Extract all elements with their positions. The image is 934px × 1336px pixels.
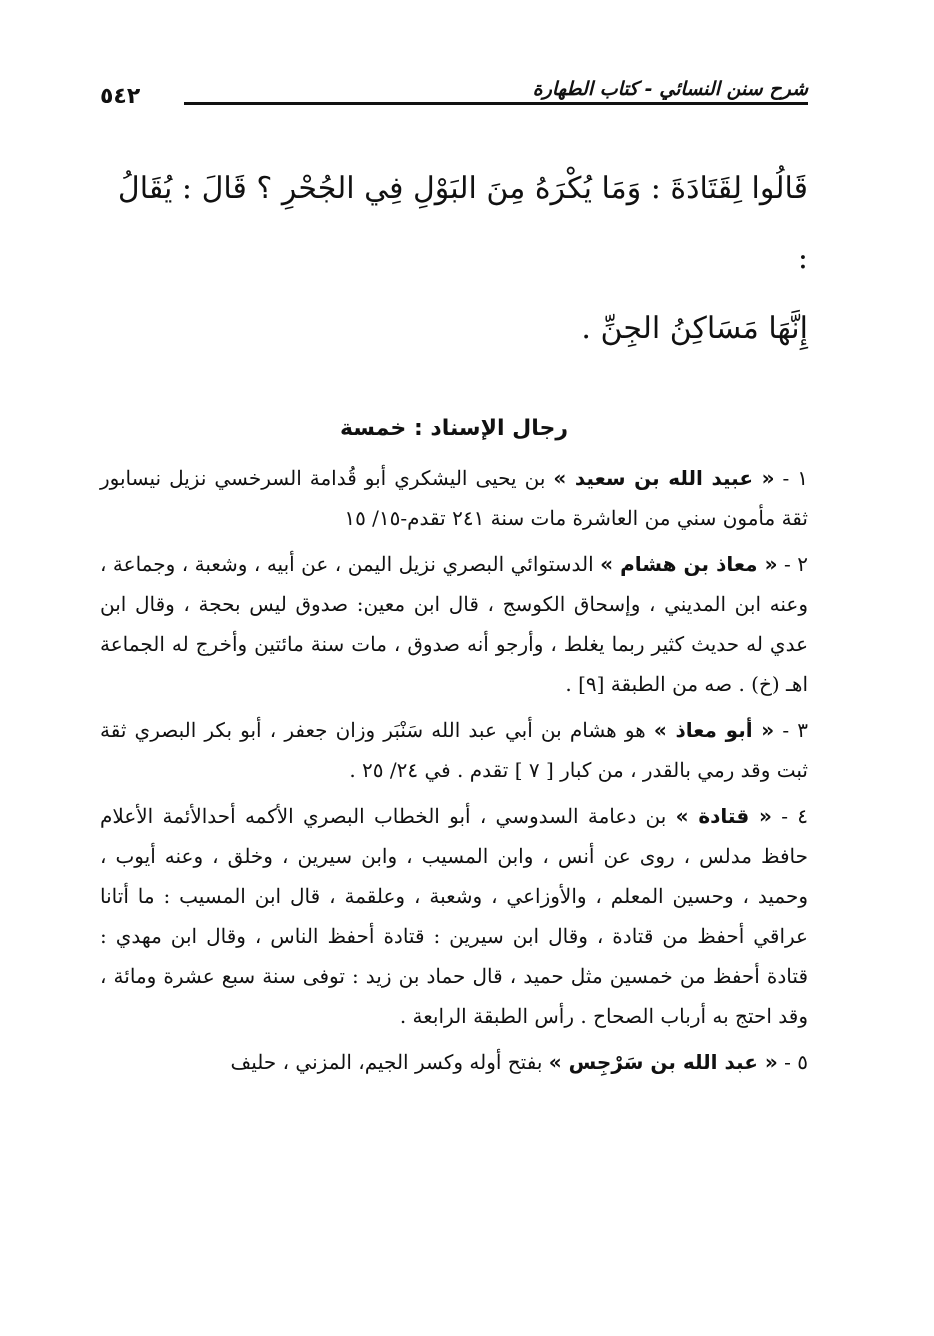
hadith-quote [100, 154, 808, 364]
narrator-entry-5 [100, 1042, 808, 1082]
entry-number: ١ - [774, 466, 808, 490]
entry-number: ٣ - [774, 718, 808, 742]
narrator-entry-3 [100, 710, 808, 790]
entry-number: ٤ - [771, 804, 809, 828]
narrator-entry-2 [100, 544, 808, 704]
narrator-name: « عبد الله بن سَرْجِس » [548, 1050, 778, 1074]
narrator-entry-4 [100, 796, 808, 1036]
entry-text: بن يحيى اليشكري أبو قُدامة السرخسي نزيل نيسابور ثقة مأمون سني من العاشرة مات سنة ٢٤١ تقدم-١٥/ ١٥ [100, 466, 808, 530]
narrator-list [100, 458, 808, 1082]
running-title: شرح سنن النسائي - كتاب الطهارة [532, 78, 808, 100]
narrator-name: « أبو معاذ » [653, 718, 775, 742]
book-page [100, 70, 808, 1270]
entry-number: ٢ - [777, 552, 808, 576]
entry-text: هو هشام بن أبي عبد الله سَنْبَر وزان جعفر ، أبو بكر البصري ثقة ثبت وقد رمي بالقدر ، من كبار [ ٧ ] تقدم . في ٢٤/ ٢٥ . [100, 718, 808, 782]
narrator-name: « قتادة » [675, 804, 772, 828]
running-header [100, 70, 808, 114]
page-number: ٥٤٢ [100, 84, 141, 109]
entry-text: الدستوائي البصري نزيل اليمن ، عن أبيه ، وشعبة ، وجماعة ، وعنه ابن المديني ، وإسحاق الكوسج ، قال ابن معين: صدوق ليس بحجة ، وقال ابن عدي له حديث كثير ربما يغلط ، وأرجو أنه صدوق ، مات سنة مائتين وأخرج له الجماعة اهـ (خ) . صه من الطبقة [٩] . [100, 552, 808, 696]
header-rule [184, 102, 808, 105]
entry-text: بفتح أوله وكسر الجيم، المزني ، حليف [230, 1050, 549, 1074]
narrator-name: « عبيد الله بن سعيد » [553, 466, 775, 490]
quote-line: قَالُوا لِقَتَادَةَ : وَمَا يُكْرَهُ مِنَ البَوْلِ فِي الجُحْرِ ؟ قَالَ : يُقَالُ : [117, 171, 808, 276]
quote-line: إِنَّهَا مَسَاكِنُ الجِنِّ . [581, 311, 808, 346]
narrator-name: « معاذ بن هشام » [600, 552, 778, 576]
narrator-entry-1 [100, 458, 808, 538]
section-heading: رجال الإسناد : خمسة [339, 416, 569, 441]
entry-number: ٥ - [777, 1050, 808, 1074]
entry-text: بن دعامة السدوسي ، أبو الخطاب البصري الأكمه أحدالأئمة الأعلام حافظ مدلس ، روى عن أنس ، وابن المسيب ، وابن سيرين ، وخلق ، وعنه أيوب ، وحميد ، وحسين المعلم ، والأوزاعي ، وشعبة ، وعلقمة ، قال ابن المسيب : ما أتانا عراقي أحفظ من قتادة ، وقال ابن سيرين : قتادة أحفظ الناس ، وقال ابن مهدي : قتادة أحفظ من خمسين مثل حميد ، قال حماد بن زيد : توفى سنة سبع عشرة ومائة ، وقد احتج به أرباب الصحاح . رأس الطبقة الرابعة . [100, 804, 808, 1028]
